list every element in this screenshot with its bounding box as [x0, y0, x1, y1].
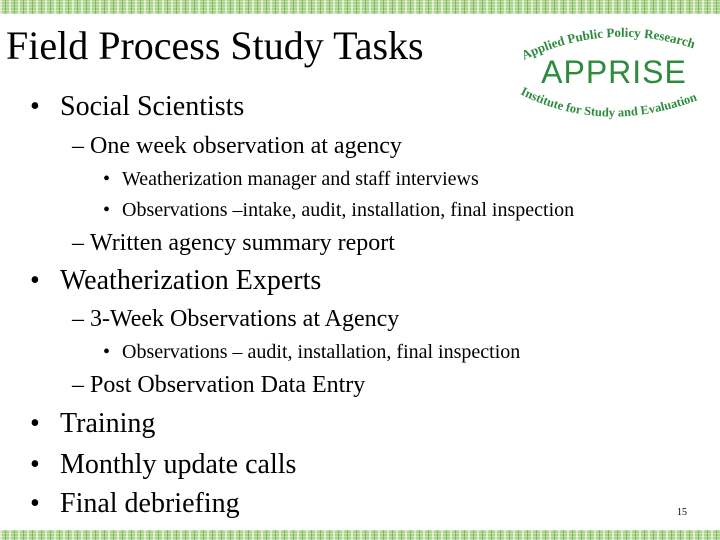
- sub-bullet-text: 3-Week Observations at Agency: [90, 306, 400, 332]
- bullet-marker: •: [30, 265, 40, 296]
- sub-bullet-marker: –: [72, 306, 84, 332]
- bullet-social-scientists: [30, 90, 244, 124]
- sub-sub-bullet-observations: [103, 197, 574, 223]
- bullet-final-debriefing: [30, 487, 240, 521]
- bullet-weatherization-experts: [30, 264, 321, 298]
- sub-sub-bullet-marker: •: [103, 168, 111, 190]
- bullet-text: Monthly update calls: [60, 449, 297, 480]
- sub-bullet-post-observation: [72, 370, 365, 400]
- sub-bullet-marker: –: [72, 133, 84, 159]
- bullet-marker: •: [30, 449, 40, 480]
- bullet-marker: •: [30, 408, 40, 439]
- sub-sub-bullet-text: Weatherization manager and staff interviews: [122, 168, 479, 190]
- sub-sub-bullet-interviews: [103, 166, 479, 192]
- logo-top-arc-text: Applied Public Policy Research: [519, 24, 698, 63]
- sub-bullet-written-report: [72, 228, 395, 258]
- page-number: 15: [677, 507, 687, 518]
- bullet-marker: •: [30, 488, 40, 519]
- bullet-training: [30, 407, 155, 441]
- sub-bullet-text: Written agency summary report: [90, 230, 395, 256]
- sub-sub-bullet-observations-audit: [103, 339, 520, 365]
- sub-sub-bullet-marker: •: [103, 199, 111, 221]
- sub-bullet-3-week-observations: [72, 304, 399, 334]
- sub-sub-bullet-marker: •: [103, 341, 111, 363]
- bullet-marker: •: [30, 91, 40, 122]
- sub-bullet-marker: –: [72, 230, 84, 256]
- bullet-monthly-update-calls: [30, 448, 296, 482]
- sub-bullet-text: Post Observation Data Entry: [90, 372, 366, 398]
- logo-bottom-arc-text: Institute for Study and Evaluation: [518, 84, 699, 120]
- sub-sub-bullet-text: Observations – audit, installation, final inspection: [122, 341, 521, 363]
- sub-bullet-text: One week observation at agency: [90, 133, 402, 159]
- bullet-text: Training: [60, 408, 156, 439]
- sub-bullet-marker: –: [72, 372, 84, 398]
- logo-name: APPRISE: [541, 54, 687, 90]
- sub-sub-bullet-text: Observations –intake, audit, installation, final inspection: [122, 199, 575, 221]
- bottom-decorative-border: [0, 530, 720, 540]
- bullet-text: Weatherization Experts: [60, 265, 322, 296]
- sub-bullet-one-week-observation: [72, 131, 402, 161]
- bullet-text: Final debriefing: [60, 488, 240, 519]
- bullet-text: Social Scientists: [60, 91, 245, 122]
- slide-title: Field Process Study Tasks: [6, 23, 424, 68]
